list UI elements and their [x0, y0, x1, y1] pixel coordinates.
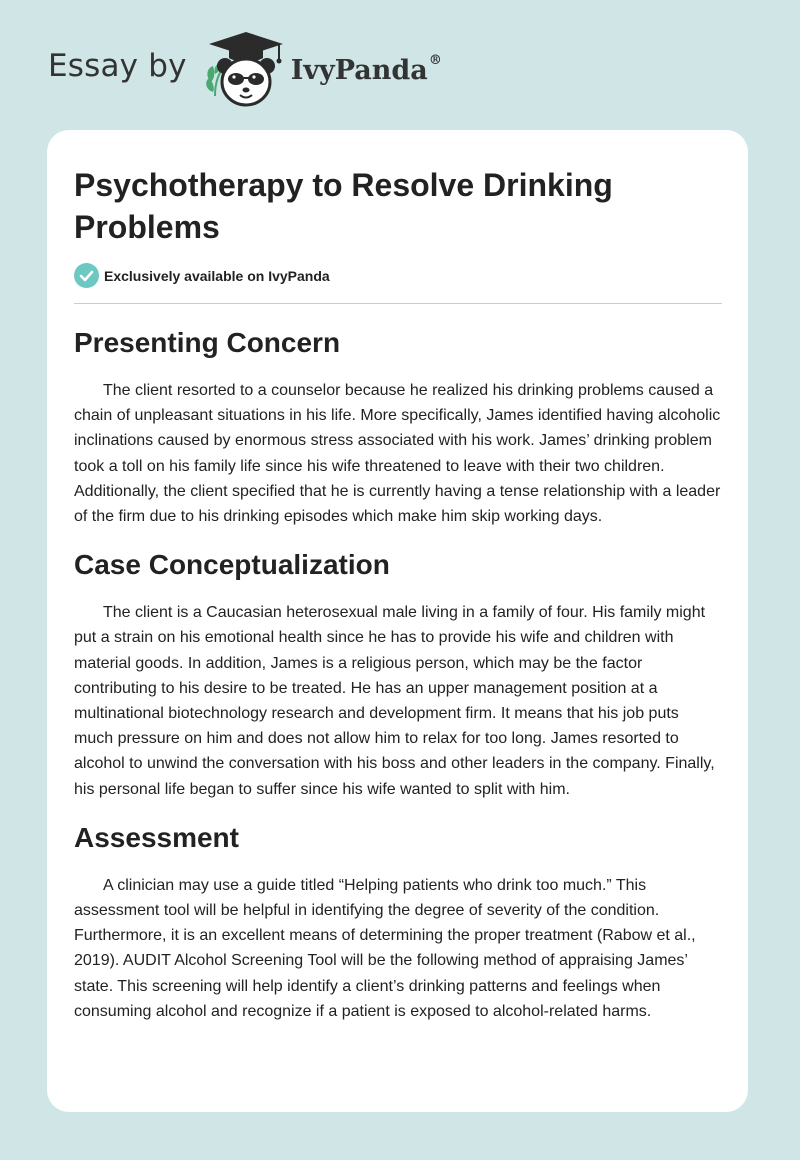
section-paragraph: The client is a Caucasian heterosexual male living in a family of four. His family might put a strain on his emotional health since he has to provide his wife and children with material goods. In addition, James is a religious person, which may be the factor contributing to his desire to be treated. He has an upper management position at a multinational biotechnology research and development firm. It means that his job puts much pressure on him and does not allow him to relax for too long. James resorted to alcohol to unwind the conversation with his boss and other leaders in the company. Finally, his personal life began to suffer since his wife wanted to split with him.: [74, 604, 715, 798]
section-assessment: [74, 821, 722, 1024]
site-header: [48, 30, 442, 110]
article-body: [74, 326, 722, 1024]
section-paragraph: The client resorted to a counselor because he realized his drinking problems caused a chain of unpleasant situations in his life. More specifically, James identified having alcoholic inclinations caused by enormous stress associated with his work. James’ drinking problem took a toll on his family life since his wife threatened to leave with their two children. Additionally, the client specified that he is currently having a tense relationship with a leader of the firm due to his drinking episodes which make him skip working days.: [74, 382, 721, 526]
exclusive-badge: [74, 263, 330, 288]
exclusive-badge-text: Exclusively available on IvyPanda: [104, 267, 330, 284]
brand-name[interactable]: IvyPanda®: [290, 52, 442, 86]
panda-graduate-icon: [203, 30, 289, 110]
page-title: Psychotherapy to Resolve Drinking Problems: [74, 167, 613, 245]
registered-mark: ®: [428, 52, 442, 68]
essay-by-label: Essay by: [48, 48, 187, 84]
section-heading: Case Conceptualization: [74, 549, 390, 581]
section-paragraph: A clinician may use a guide titled “Helping patients who drink too much.” This assessment tool will be helpful in identifying the degree of severity of the condition. Furthermore, it is an excellent means of determining the proper treatment (Rabow et al., 2019). AUDIT Alcohol Screening Tool will be the following method of appraising James’ state. This screening will help identify a client’s drinking patterns and feelings when consuming alcohol and recognize if a patient is exposed to alcohol-related harms.: [74, 876, 696, 1020]
section-heading: Presenting Concern: [74, 327, 341, 358]
section-case-conceptualization: [74, 548, 722, 802]
section-heading: Assessment: [74, 821, 239, 853]
article-card: [47, 130, 748, 1112]
check-circle-icon: [74, 263, 99, 288]
title-divider: [74, 303, 722, 304]
section-presenting-concern: [74, 326, 722, 529]
